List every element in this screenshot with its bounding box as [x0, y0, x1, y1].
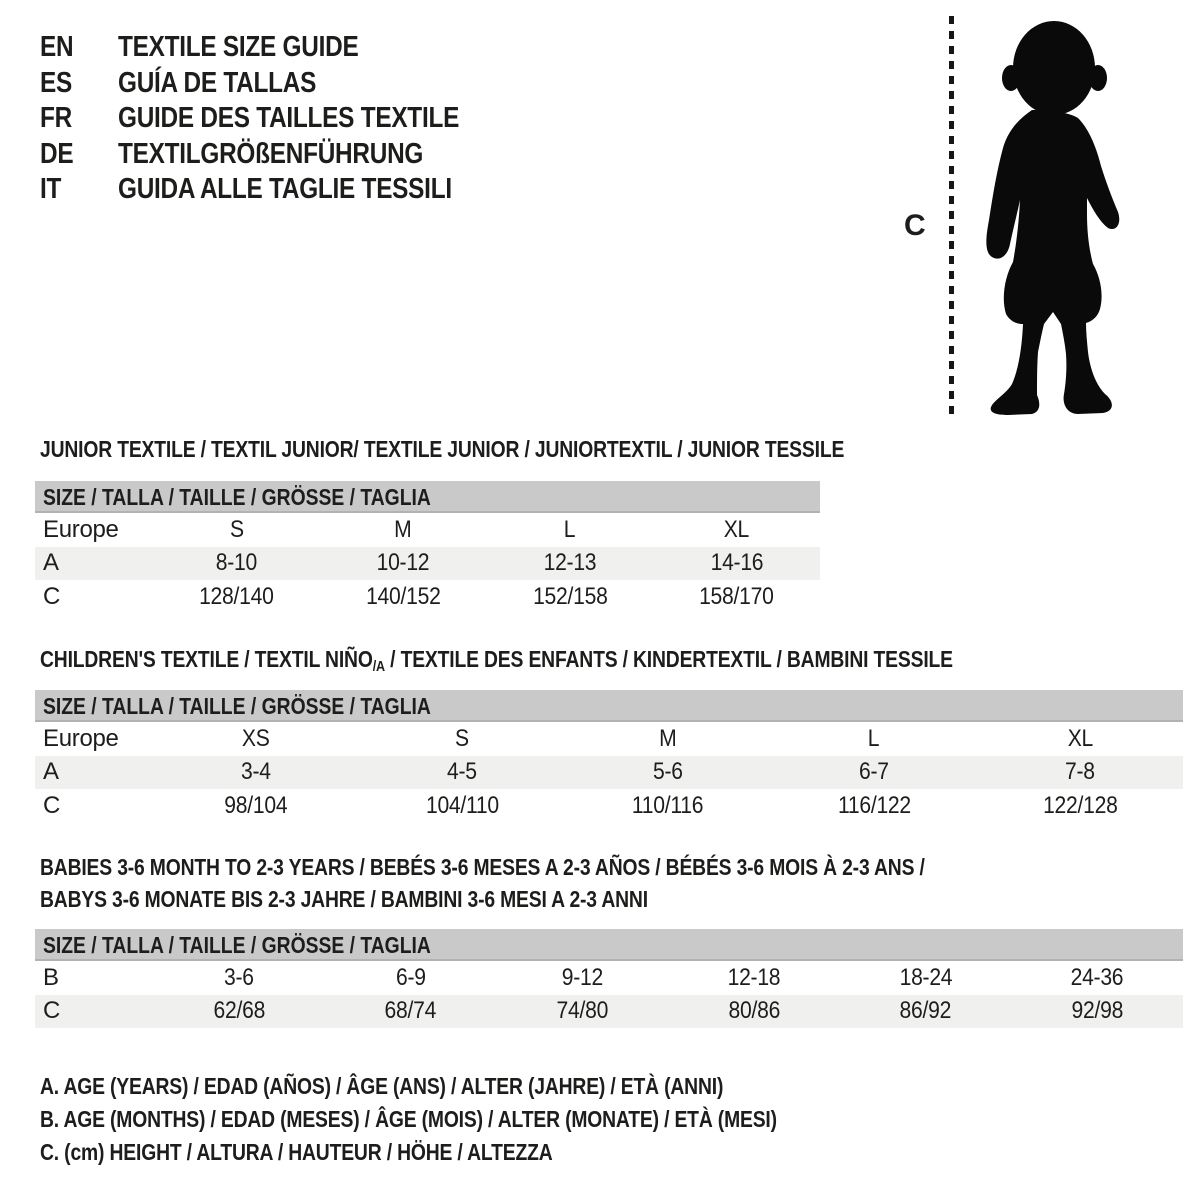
- row-label: C: [43, 997, 61, 1025]
- cell: S: [455, 724, 469, 752]
- row-label: A: [43, 549, 59, 577]
- language-row-fr: [40, 101, 524, 137]
- table-row-europe: [35, 513, 820, 547]
- cell: 3-4: [241, 758, 271, 786]
- language-code: FR: [40, 102, 72, 135]
- language-code: IT: [40, 173, 62, 206]
- cell: 98/104: [224, 791, 288, 819]
- cell: 24-36: [1070, 963, 1124, 991]
- cell: 4-5: [447, 758, 477, 786]
- legend-line-b: B. AGE (MONTHS) / EDAD (MESES) / ÂGE (MOIS) / ALTER (MONATE) / ETÀ (MESI): [40, 1106, 777, 1132]
- language-guide-title: TEXTILGRÖßENFÜHRUNG: [118, 137, 424, 170]
- legend-line-c: C. (cm) HEIGHT / ALTURA / HAUTEUR / HÖHE / ALTEZZA: [40, 1139, 553, 1165]
- cell: 86/92: [899, 997, 952, 1025]
- babies-size-table: [35, 929, 1183, 1028]
- table-row-age-months: [35, 961, 1183, 995]
- size-header-label: SIZE / TALLA / TAILLE / GRÖSSE / TAGLIA: [43, 693, 431, 719]
- cell: 3-6: [223, 963, 254, 991]
- cell: 6-9: [395, 963, 426, 991]
- language-row-es: [40, 66, 524, 102]
- row-label: B: [43, 963, 59, 991]
- cell: 74/80: [556, 997, 608, 1025]
- cell: XL: [1067, 724, 1093, 752]
- row-label: Europe: [43, 515, 119, 543]
- language-guide-title: TEXTILE SIZE GUIDE: [118, 31, 359, 64]
- cell: 140/152: [365, 582, 441, 610]
- cell: 12-13: [543, 549, 597, 577]
- nino-a-subscript: /A: [372, 658, 385, 675]
- cell: 122/128: [1042, 791, 1118, 819]
- row-label: C: [43, 582, 61, 610]
- height-measure-dashed-line: [949, 16, 954, 417]
- cell: 110/116: [632, 791, 704, 819]
- cell: M: [659, 724, 677, 752]
- table-row-height: [35, 995, 1183, 1029]
- junior-section-title: JUNIOR TEXTILE / TEXTIL JUNIOR/ TEXTILE JUNIOR / JUNIORTEXTIL / JUNIOR TESSILE: [40, 436, 845, 462]
- row-label: C: [43, 791, 61, 819]
- table-row-age-years: [35, 547, 820, 581]
- size-header-bar: [35, 690, 1183, 722]
- cell: 10-12: [376, 549, 430, 577]
- language-row-it: [40, 172, 524, 208]
- language-guide-title: GUÍA DE TALLAS: [118, 66, 317, 99]
- cell: 116/122: [837, 791, 911, 819]
- cell: 152/158: [532, 582, 608, 610]
- cell: 5-6: [653, 758, 683, 786]
- cell: 18-24: [899, 963, 952, 991]
- junior-size-table: [35, 481, 820, 614]
- cell: 6-7: [859, 758, 889, 786]
- children-size-table: [35, 690, 1183, 823]
- row-label: Europe: [43, 724, 119, 752]
- cell: L: [868, 724, 880, 752]
- measurement-legend: [40, 1070, 917, 1169]
- size-header-label: SIZE / TALLA / TAILLE / GRÖSSE / TAGLIA: [43, 484, 431, 510]
- cell: 7-8: [1065, 758, 1095, 786]
- toddler-silhouette-icon: [962, 14, 1140, 416]
- children-section-title: CHILDREN'S TEXTILE / TEXTIL $NIÑO_{/A}$ / TEXTILE DES ENFANTS / KINDERTEXTIL / BAMBINI TESSILE: [40, 646, 953, 675]
- cell: L: [564, 515, 576, 543]
- cell: 92/98: [1071, 997, 1123, 1025]
- legend-line-a: A. AGE (YEARS) / EDAD (AÑOS) / ÂGE (ANS) / ALTER (JAHRE) / ETÀ (ANNI): [40, 1073, 724, 1099]
- cell: S: [229, 515, 244, 543]
- size-header-label: SIZE / TALLA / TAILLE / GRÖSSE / TAGLIA: [43, 932, 431, 958]
- language-code: ES: [40, 66, 72, 99]
- height-measure-label: C: [904, 209, 926, 242]
- table-row-height: [35, 580, 820, 614]
- cell: 9-12: [561, 963, 603, 991]
- size-header-bar: [35, 929, 1183, 961]
- language-title-list: [40, 30, 524, 208]
- row-label: A: [43, 758, 59, 786]
- table-row-europe: [35, 722, 1183, 756]
- language-guide-title: GUIDA ALLE TAGLIE TESSILI: [118, 173, 452, 206]
- language-row-de: [40, 137, 524, 173]
- table-row-age-years: [35, 756, 1183, 790]
- cell: 14-16: [710, 549, 763, 577]
- cell: 128/140: [199, 582, 274, 610]
- cell: XS: [242, 724, 270, 752]
- cell: 158/170: [699, 582, 774, 610]
- cell: 12-18: [727, 963, 781, 991]
- language-row-en: [40, 30, 524, 66]
- cell: 104/110: [425, 791, 499, 819]
- language-code: EN: [40, 31, 74, 64]
- cell: 80/86: [728, 997, 780, 1025]
- language-guide-title: GUIDE DES TAILLES TEXTILE: [118, 102, 460, 135]
- cell: 8-10: [215, 549, 257, 577]
- cell: XL: [723, 515, 750, 543]
- cell: M: [394, 515, 412, 543]
- cell: 62/68: [213, 997, 265, 1025]
- cell: 68/74: [384, 997, 437, 1025]
- table-row-height: [35, 789, 1183, 823]
- size-header-bar: [35, 481, 820, 513]
- language-code: DE: [40, 137, 74, 170]
- babies-section-title: BABIES 3-6 MONTH TO 2-3 YEARS / BEBÉS 3-6 MESES A 2-3 AÑOS / BÉBÉS 3-6 MOIS À 2-3 ANS / BABYS 3-6 MONATE BIS 2-3 JAHRE / BAMBINI 3-6 MESI A 2-3 ANNI: [40, 854, 925, 912]
